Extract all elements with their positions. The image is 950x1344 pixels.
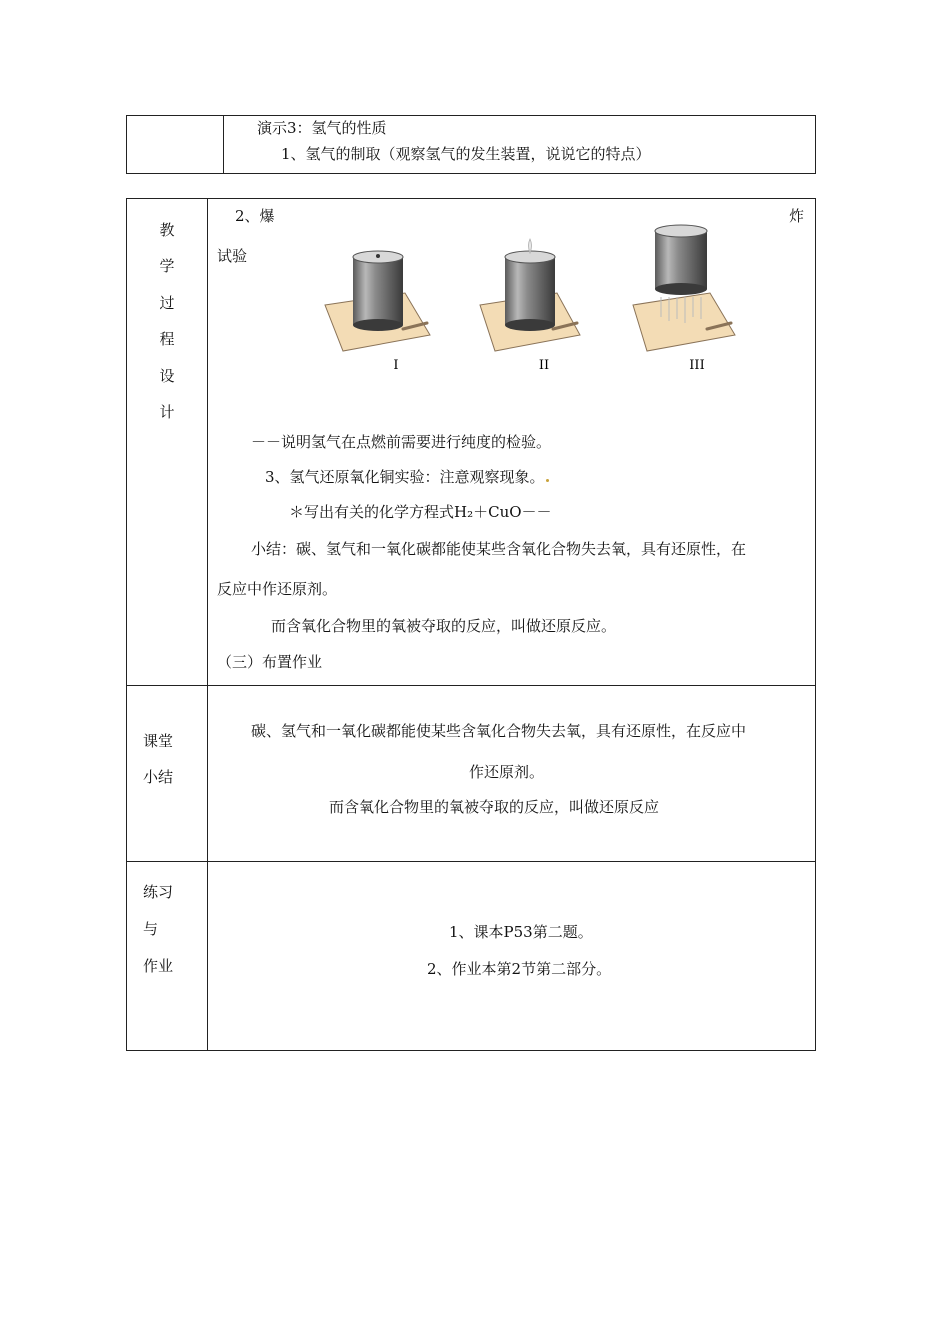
cylinder-i [353,251,403,331]
exercise-item-1: 1、课本P53第二题。 [449,923,593,941]
figure-label-i: I [393,358,399,373]
process-label-cell [127,199,208,686]
summary-line-3: 而含氧化合物里的氧被夺取的反应，叫做还原反应。 [271,617,617,635]
process-label-char: 计 [159,403,175,421]
demo-table [126,115,816,174]
exercise-content-cell [208,862,816,1051]
explosion-test-suffix: 炸 [789,207,805,225]
exercise-label-3: 作业 [143,957,174,975]
exercise-item-2: 2、作业本第2节第二部分。 [427,960,612,978]
class-summary-label-2: 小结 [143,768,174,786]
demo-content-cell [224,116,816,174]
homework-heading: （三）布置作业 [217,653,323,671]
cuo-experiment [265,466,550,487]
class-summary-line-1: 碳、氢气和一氧化碳都能使某些含氧化合物失去氧，具有还原性，在反应中 [251,722,747,740]
demo-hydrogen-production: 1、氢气的制取（观察氢气的发生装置，说说它的特点） [281,145,651,163]
class-summary-label-1: 课堂 [143,732,174,750]
equation-prompt: ＊写出有关的化学方程式H₂＋CuO－－ [289,503,552,521]
process-label-char: 程 [159,330,175,348]
demo-label-cell [127,116,224,174]
class-summary-line-2: 作还原剂。 [469,763,545,781]
explosion-test-line2: 试验 [217,247,248,265]
exercise-label-2: 与 [143,920,159,938]
explosion-test-prefix: 2、爆 [235,207,275,225]
class-summary-content-cell [208,686,816,862]
process-label-char: 教 [159,221,175,239]
figure-label-ii: II [538,358,550,373]
exercise-label-1: 练习 [143,883,174,901]
cuo-experiment-text: 3、氢气还原氧化铜实验：注意观察现象。 [265,468,545,486]
process-label-char: 过 [159,294,175,312]
summary-line-1: 小结：碳、氢气和一氧化碳都能使某些含氧化合物失去氧，具有还原性，在 [251,540,747,558]
explosion-test-figure [295,199,771,385]
purity-note: －－说明氢气在点燃前需要进行纯度的检验。 [251,433,552,451]
class-summary-label-cell [127,686,208,862]
class-summary-line-3: 而含氧化合物里的氧被夺取的反应，叫做还原反应 [329,798,660,816]
pad-iii [633,293,735,351]
figure-label-iii: III [689,358,705,373]
cylinder-ii [505,239,555,331]
process-label-char: 学 [159,257,175,275]
process-label-char: 设 [159,367,175,385]
summary-line-2: 反应中作还原剂。 [217,580,338,598]
exercise-label-cell [127,862,208,1051]
mark-dot [546,479,549,482]
process-content-cell [208,199,816,686]
demo-title: 演示3：氢气的性质 [257,119,387,137]
lesson-table [126,198,816,1051]
